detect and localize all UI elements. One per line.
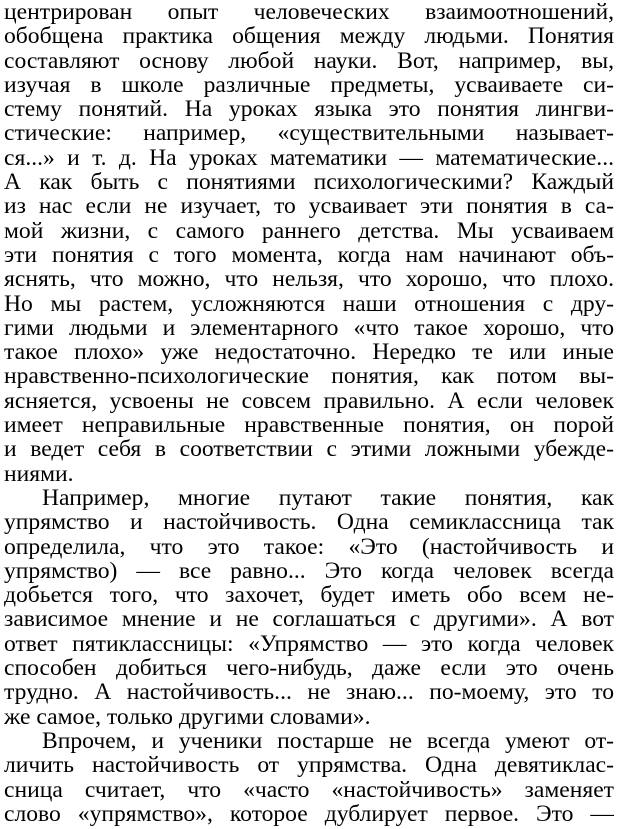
text-line: определила, что это такое: «Это (настойчивость и: [4, 534, 614, 559]
text-line: ясняется, усвоены не совсем правильно. А если человек: [4, 388, 614, 414]
text-line: мой жизни, с самого раннего детства. Мы усваиваем: [4, 218, 614, 243]
text-line: Впрочем, и ученики постарше не всегда умеют от-: [42, 728, 614, 754]
text-line: центрирован опыт человеческих взаимоотношений,: [4, 0, 614, 25]
text-line: обобщена практика общения между людьми. Понятия: [4, 24, 614, 49]
text-line: ответ пятиклассницы: «Упрямство — это когда человек: [4, 631, 614, 657]
paragraph: [4, 0, 614, 486]
text-line: личить настойчивость от упрямства. Одна девятиклас-: [4, 753, 614, 778]
page-text: [4, 0, 614, 826]
text-line: ниями.: [4, 461, 74, 486]
text-body: [4, 0, 614, 826]
text-line: Например, многие путают такие понятия, как: [42, 485, 614, 511]
text-line: А как быть с понятиями психологическими? Каждый: [4, 170, 614, 195]
text-line: и ведет себя в соответствии с этими ложными убежде-: [4, 437, 614, 462]
text-line: ся...» и т. д. На уроках математики — математические...: [4, 145, 614, 171]
text-line: нравственно-психологические понятия, как потом вы-: [4, 364, 614, 389]
text-line: эти понятия с того момента, когда нам начинают объ-: [4, 242, 614, 268]
text-line: изучая в школе различные предметы, усваиваете си-: [4, 72, 614, 98]
text-line: добьется того, что захочет, будет иметь обо всем не-: [4, 583, 614, 608]
text-line: имеет неправильные нравственные понятия, он порой: [4, 413, 614, 438]
text-line: упрямство) — все равно... Это когда человек всегда: [4, 558, 614, 584]
text-line: стему понятий. На уроках языка это понятия лингви-: [4, 97, 614, 122]
text-line: упрямство и настойчивость. Одна семиклассница так: [4, 510, 614, 535]
paragraph: [4, 486, 614, 729]
paragraph: [4, 729, 614, 826]
text-line: составляют основу любой науки. Вот, например, вы,: [4, 48, 614, 73]
text-line: гими людьми и элементарного «что такое хорошо, что: [4, 315, 614, 341]
text-line: слово «упрямство», которое дублирует первое. Это —: [4, 801, 614, 827]
text-line: яснять, что можно, что нельзя, что хорошо, что плохо.: [4, 267, 614, 292]
text-line: стические: например, «существительными называет-: [4, 121, 614, 146]
text-line: Но мы растем, усложняются наши отношения с дру-: [4, 291, 614, 316]
text-line: из нас если не изучает, то усваивает эти понятия в са-: [4, 194, 614, 219]
text-line: же самое, только другими словами».: [4, 704, 371, 729]
text-line: способен добиться чего-нибудь, даже если это очень: [4, 656, 614, 681]
text-line: трудно. А настойчивость... не знаю... по-моему, это то: [4, 680, 614, 705]
text-line: зависимое мнение и не соглашаться с другими». А вот: [4, 607, 614, 632]
text-line: такое плохо» уже недостаточно. Нередко те или иные: [4, 340, 614, 365]
text-line: сница считает, что «часто «настойчивость» заменяет: [4, 777, 614, 802]
